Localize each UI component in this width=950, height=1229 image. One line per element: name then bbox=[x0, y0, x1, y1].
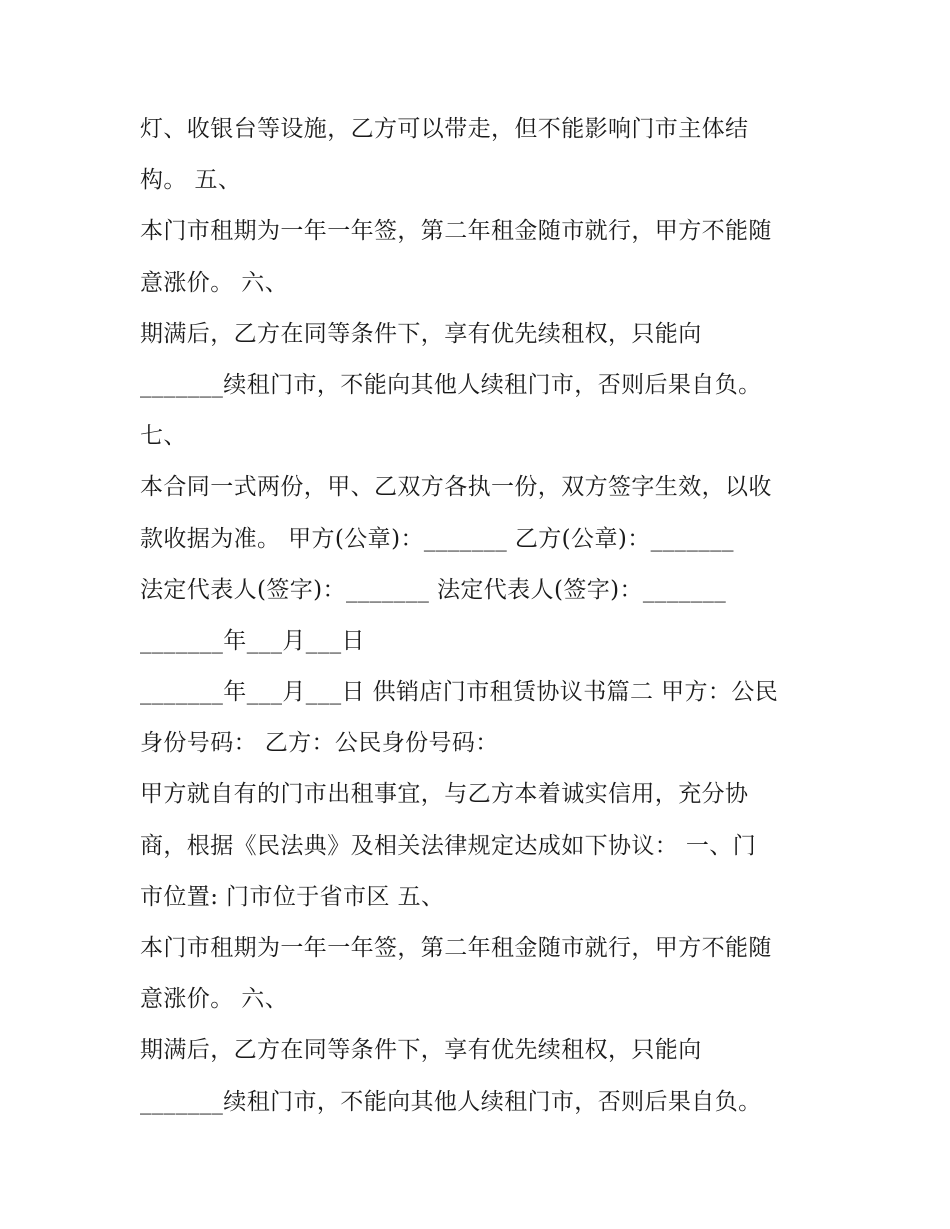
text-line: _______续租门市，不能向其他人续租门市，否则后果自负。 bbox=[140, 371, 762, 398]
text-line: 市位置: 门市位于省市区 五、 bbox=[140, 883, 445, 910]
text-line: 款收据为准。 甲方(公章)：_______ 乙方(公章)：_______ bbox=[140, 525, 734, 552]
text-line: 甲方就自有的门市出租事宜，与乙方本着诚实信用，充分协 bbox=[140, 781, 749, 808]
text-line: 构。 五、 bbox=[140, 167, 242, 194]
text-line: 意涨价。 六、 bbox=[140, 986, 289, 1013]
text-line: 七、 bbox=[140, 423, 187, 450]
text-line: 期满后，乙方在同等条件下，享有优先续租权，只能向 bbox=[140, 320, 702, 347]
text-line: 商，根据《民法典》及相关法律规定达成如下协议： 一、门 bbox=[140, 832, 757, 859]
text-line: 灯、收银台等设施，乙方可以带走，但不能影响门市主体结 bbox=[140, 116, 749, 142]
text-line: 意涨价。 六、 bbox=[140, 269, 289, 296]
text-line: _______年___月___日 bbox=[140, 627, 365, 654]
document-body bbox=[140, 104, 830, 1128]
text-line: 法定代表人(签字)：_______ 法定代表人(签字)：_______ bbox=[140, 576, 727, 603]
text-line: _______年___月___日 供销店门市租赁协议书篇二 甲方：公民 bbox=[140, 679, 779, 706]
text-line: 本门市租期为一年一年签，第二年租金随市就行，甲方不能随 bbox=[140, 935, 772, 961]
text-line: _______续租门市，不能向其他人续租门市，否则后果自负。 bbox=[140, 1088, 762, 1115]
text-line: 本合同一式两份，甲、乙双方各执一份，双方签字生效，以收 bbox=[140, 474, 772, 501]
text-line: 身份号码： 乙方：公民身份号码： bbox=[140, 730, 499, 757]
text-line: 本门市租期为一年一年签，第二年租金随市就行，甲方不能随 bbox=[140, 218, 772, 245]
text-line: 期满后，乙方在同等条件下，享有优先续租权，只能向 bbox=[140, 1037, 702, 1064]
